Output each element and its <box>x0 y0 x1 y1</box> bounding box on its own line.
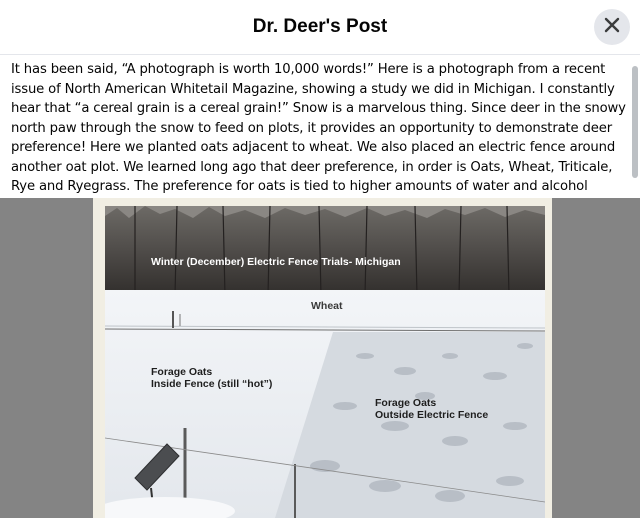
label-oats-inside-2: Inside Fence (still “hot”) <box>151 378 273 390</box>
scrollbar[interactable] <box>632 66 638 178</box>
label-oats-inside-1: Forage Oats <box>151 366 213 378</box>
close-button[interactable] <box>594 9 630 45</box>
media-viewer <box>0 198 640 518</box>
dialog-title: Dr. Deer's Post <box>252 16 388 37</box>
photo-frame <box>93 198 552 518</box>
photo-title: Winter (December) Electric Fence Trials- Michigan <box>151 256 401 268</box>
post-photo[interactable] <box>105 206 545 518</box>
label-oats-outside-2: Outside Electric Fence <box>375 409 489 421</box>
dialog-header <box>0 0 640 55</box>
label-wheat: Wheat <box>311 300 343 312</box>
post-text: It has been said, “A photograph is worth 10,000 words!” Here is a photograph from a recent issue of North American Whitetail Magazine, showing a study we did in Michigan. I constantly hear that “a cereal grain is a cereal grain!” Snow is a marvelous thing. Since deer in the snowy north paw through the snow to feed on plots, it provides an opportunity to demonstrate deer preference! Here we planted oats adjacent to wheat. We also placed an electric fence around another oat plot. We learned long ago that deer preference, in order is Oats, Wheat, Triticale, Rye and Ryegrass. The preference for oats is tied to higher amounts of water and alcohol <box>11 62 626 194</box>
label-oats-outside-1: Forage Oats <box>375 397 437 409</box>
close-icon <box>604 17 620 38</box>
photo-illustration <box>105 206 545 518</box>
